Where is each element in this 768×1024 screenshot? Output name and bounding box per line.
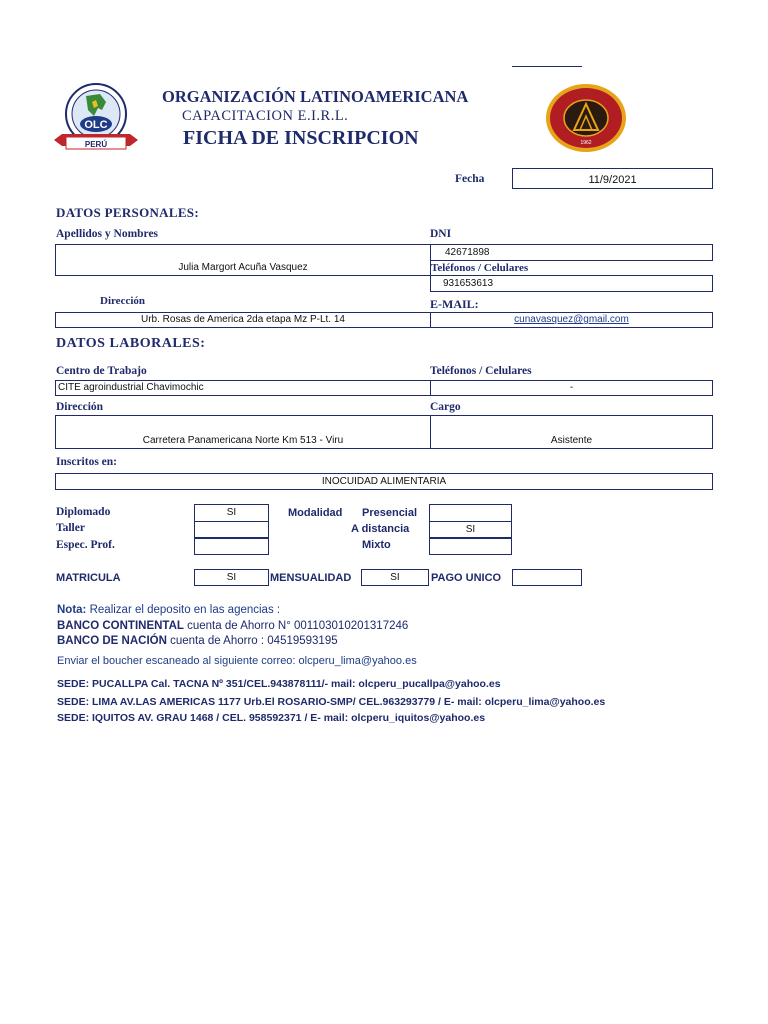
banco2-line	[57, 635, 338, 647]
sede-lima: SEDE: LIMA AV.LAS AMERICAS 1177 Urb.El ROSARIO-SMP/ CEL.963293779 / E- mail: olcperu_lima@yahoo.es	[57, 696, 606, 708]
inscritos-label: Inscritos en:	[56, 456, 118, 468]
telefonos-personal-field[interactable]	[430, 275, 713, 292]
banco2-detail: cuenta de Ahorro : 04519593195	[170, 635, 338, 647]
banco2-name: BANCO DE NACIÓN	[57, 635, 167, 647]
pago-unico-label: PAGO UNICO	[431, 572, 502, 584]
matricula-field[interactable]	[194, 569, 269, 586]
fecha-value: 11/9/2021	[588, 174, 637, 186]
diplomado-field[interactable]	[194, 504, 269, 522]
telefonos-laboral-field[interactable]	[430, 380, 713, 396]
nombres-field[interactable]	[55, 244, 431, 276]
inscritos-value: INOCUIDAD ALIMENTARIA	[321, 476, 447, 487]
nombres-value: Julia Margort Acuña Vasquez	[178, 262, 308, 273]
pago-unico-field[interactable]	[512, 569, 582, 586]
nombres-label: Apellidos y Nombres	[56, 228, 159, 240]
dni-field[interactable]	[430, 244, 713, 261]
telefonos-personal-label: Teléfonos / Celulares	[431, 262, 529, 274]
telefonos-laboral-label: Teléfonos / Celulares	[430, 365, 532, 377]
direccion-laboral-field[interactable]	[55, 415, 431, 449]
enviar-line: Enviar el boucher escaneado al siguiente correo: olcperu_lima@yahoo.es	[57, 655, 417, 667]
dni-value: 42671898	[445, 247, 490, 258]
nota-label: Nota:	[57, 604, 87, 616]
cargo-field[interactable]	[430, 415, 713, 449]
fecha-field[interactable]	[512, 168, 713, 189]
email-cell	[431, 314, 712, 325]
sede-pucallpa: SEDE: PUCALLPA Cal. TACNA Nº 351/CEL.943878111/- mail: olcperu_pucallpa@yahoo.es	[57, 678, 501, 690]
colegio-ingenieros-seal	[544, 82, 628, 154]
telefonos-laboral-value: -	[569, 382, 574, 393]
email-field[interactable]	[430, 312, 713, 328]
distancia-value: SI	[465, 524, 476, 535]
mixto-field[interactable]	[429, 537, 512, 555]
cargo-label: Cargo	[430, 401, 461, 413]
form-title: FICHA DE INSCRIPCION	[183, 127, 419, 149]
centro-trabajo-value: CITE agroindustrial Chavimochic	[58, 382, 204, 393]
nota-text: Realizar el deposito en las agencias :	[89, 604, 281, 616]
inscritos-field[interactable]	[55, 473, 713, 490]
diplomado-value: SI	[226, 507, 237, 518]
olc-logo-text: OLC	[84, 119, 108, 131]
distancia-label: A distancia	[351, 523, 410, 535]
banco1-line	[57, 620, 408, 632]
direccion-personal-value: Urb. Rosas de America 2da etapa Mz P-Lt. 14	[141, 314, 345, 325]
banco1-detail: cuenta de Ahorro N° 001103010201317246	[187, 620, 409, 632]
email-label: E-MAIL:	[430, 297, 479, 311]
fecha-label: Fecha	[455, 173, 485, 185]
email-link[interactable]: cunavasquez@gmail.com	[514, 314, 629, 325]
presencial-label: Presencial	[362, 507, 418, 519]
seal-year: 1962	[580, 140, 592, 146]
centro-trabajo-field[interactable]	[55, 380, 431, 396]
org-name-line1: ORGANIZACIÓN LATINOAMERICANA	[162, 87, 469, 106]
taller-label: Taller	[56, 522, 85, 534]
matricula-label: MATRICULA	[56, 572, 121, 584]
direccion-laboral-value: Carretera Panamericana Norte Km 513 - Viru	[142, 435, 344, 446]
presencial-field[interactable]	[429, 504, 512, 522]
centro-trabajo-label: Centro de Trabajo	[56, 365, 147, 377]
nota-line	[57, 604, 280, 616]
telefonos-personal-value: 931653613	[443, 278, 494, 289]
mensualidad-label: MENSUALIDAD	[270, 572, 352, 584]
direccion-personal-label: Dirección	[100, 295, 146, 307]
diplomado-label: Diplomado	[56, 506, 111, 518]
matricula-value: SI	[226, 572, 237, 583]
mensualidad-value: SI	[390, 572, 400, 583]
dni-label: DNI	[430, 228, 452, 240]
banco1-name: BANCO CONTINENTAL	[57, 620, 184, 632]
sede-iquitos: SEDE: IQUITOS AV. GRAU 1468 / CEL. 958592371 / E- mail: olcperu_iquitos@yahoo.es	[57, 712, 486, 724]
mensualidad-field[interactable]	[361, 569, 429, 586]
espec-prof-field[interactable]	[194, 537, 269, 555]
olc-logo-country: PERÚ	[84, 140, 108, 149]
cargo-value: Asistente	[550, 435, 593, 446]
direccion-personal-field[interactable]	[55, 312, 431, 328]
espec-prof-label: Espec. Prof.	[56, 539, 115, 551]
org-name-line2: CAPACITACION E.I.R.L.	[182, 108, 349, 124]
top-rule	[512, 66, 582, 67]
direccion-laboral-label: Dirección	[56, 401, 104, 413]
datos-personales-title: DATOS PERSONALES:	[56, 205, 199, 220]
modalidad-label: Modalidad	[288, 507, 343, 519]
mixto-label: Mixto	[362, 539, 391, 551]
olc-logo	[52, 82, 140, 158]
datos-laborales-title: DATOS LABORALES:	[56, 336, 206, 351]
